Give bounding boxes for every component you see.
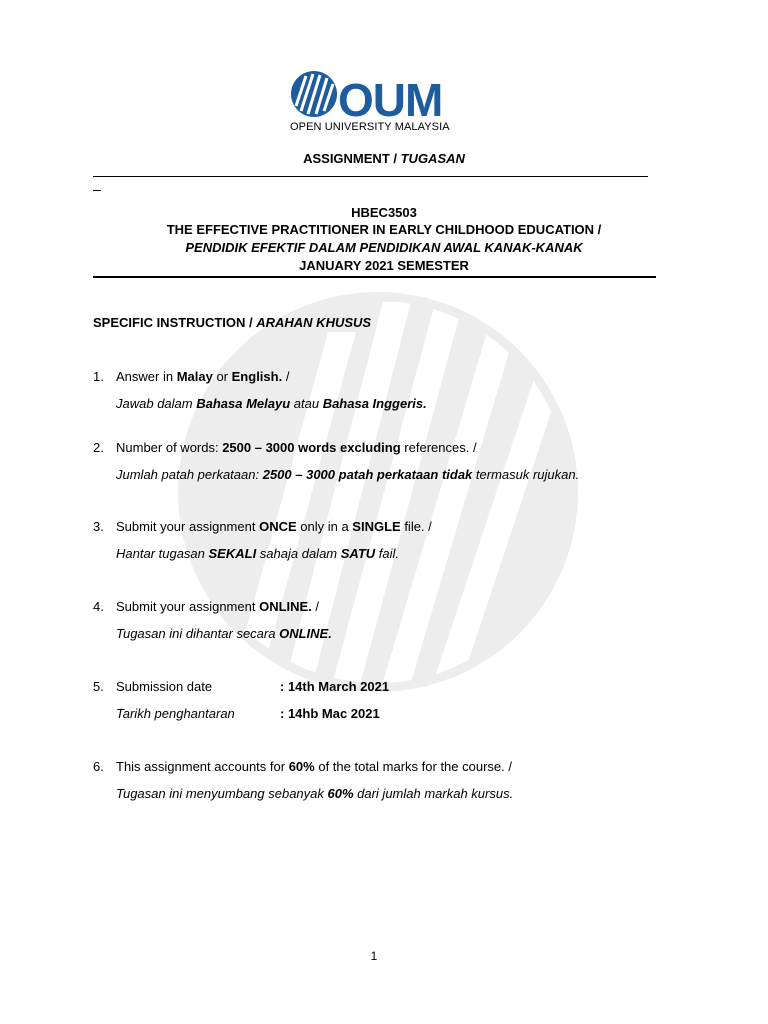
course-title-en: THE EFFECTIVE PRACTITIONER IN EARLY CHILDHOOD EDUCATION / <box>166 222 602 237</box>
submission-date-label: Submission date <box>116 679 213 694</box>
text: Jawab dalam <box>116 396 197 411</box>
text: or <box>212 369 232 384</box>
item-3-en <box>116 519 432 534</box>
assignment-label-my: TUGASAN <box>400 151 465 166</box>
item-1-en <box>116 369 289 384</box>
course-title-my: PENDIDIK EFEKTIF DALAM PENDIDIKAN AWAL KANAK-KANAK <box>185 240 583 255</box>
item-2-en <box>116 440 477 455</box>
text: file. / <box>400 519 432 534</box>
oum-logo-emblem-icon <box>291 71 337 117</box>
submission-date-value: : 14th March 2021 <box>280 679 390 694</box>
text-bold: ONCE <box>259 519 297 534</box>
text: termasuk rujukan. <box>472 467 580 482</box>
item-4-my <box>116 626 332 641</box>
item-2-my <box>116 467 579 482</box>
text-bold: SEKALI <box>208 546 257 561</box>
item-number: 6. <box>93 759 104 774</box>
oum-logo-text: OUM <box>338 74 443 126</box>
item-number: 1. <box>93 369 104 384</box>
divider-header <box>93 276 656 278</box>
text: Submit your assignment <box>116 519 260 534</box>
text: / <box>311 599 320 614</box>
text: Tugasan ini menyumbang sebanyak <box>116 786 328 801</box>
text: Answer in <box>116 369 177 384</box>
university-name: OPEN UNIVERSITY MALAYSIA <box>290 121 450 133</box>
text: dari jumlah markah kursus. <box>353 786 514 801</box>
instruction-heading-my: ARAHAN KHUSUS <box>256 315 372 330</box>
item-number: 5. <box>93 679 104 694</box>
text: atau <box>290 396 323 411</box>
text-bold: ONLINE. <box>279 626 332 641</box>
item-3-my <box>116 546 399 561</box>
item-number: 2. <box>93 440 104 455</box>
divider-top <box>93 176 648 177</box>
instruction-heading <box>93 315 371 330</box>
text-bold: SATU <box>340 546 376 561</box>
text-bold: Bahasa Inggeris. <box>322 396 427 411</box>
text-bold: SINGLE <box>352 519 401 534</box>
item-number: 4. <box>93 599 104 614</box>
text: of the total marks for the course. / <box>314 759 512 774</box>
text: Tugasan ini dihantar secara <box>116 626 280 641</box>
semester: JANUARY 2021 SEMESTER <box>299 258 469 273</box>
assignment-label-en: ASSIGNMENT / <box>303 151 401 166</box>
text: sahaja dalam <box>256 546 341 561</box>
text-bold: Malay <box>176 369 213 384</box>
item-1-my <box>116 396 427 411</box>
course-code: HBEC3503 <box>351 205 417 220</box>
text: Hantar tugasan <box>116 546 209 561</box>
item-4-en <box>116 599 319 614</box>
text-bold: 60% <box>327 786 354 801</box>
text: This assignment accounts for <box>116 759 289 774</box>
text: fail. <box>375 546 400 561</box>
instruction-heading-en: SPECIFIC INSTRUCTION / <box>93 315 257 330</box>
text: only in a <box>296 519 353 534</box>
text-bold: ONLINE. <box>259 599 312 614</box>
text-bold: 60% <box>288 759 315 774</box>
text: / <box>282 369 290 384</box>
text-bold: Bahasa Melayu <box>196 396 291 411</box>
text-bold: 2500 – 3000 words excluding <box>222 440 401 455</box>
text: Jumlah patah perkataan: <box>116 467 263 482</box>
divider-dash <box>93 190 101 191</box>
text-bold: English. <box>231 369 283 384</box>
text-bold: 2500 – 3000 patah perkataan tidak <box>262 467 473 482</box>
submission-date-label-my: Tarikh penghantaran <box>116 706 235 721</box>
assignment-heading <box>0 151 768 166</box>
text: Number of words: <box>116 440 223 455</box>
text: Submit your assignment <box>116 599 260 614</box>
page-number: 1 <box>370 949 378 963</box>
item-number: 3. <box>93 519 104 534</box>
item-6-my <box>116 786 513 801</box>
submission-date-value-my: : 14hb Mac 2021 <box>280 706 380 721</box>
text: references. / <box>400 440 477 455</box>
item-6-en <box>116 759 512 774</box>
